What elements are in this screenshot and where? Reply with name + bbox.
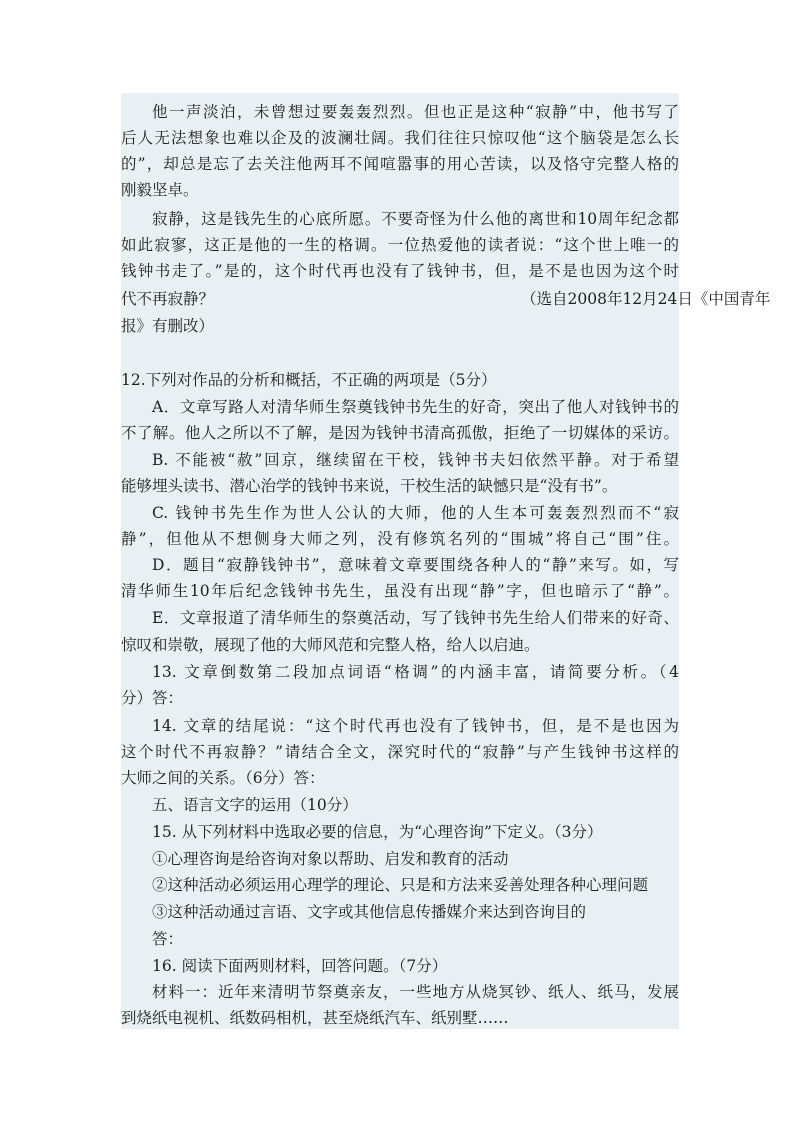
q12-option-e-line1: E．文章报道了清华师生的祭奠活动，写了钱钟书先生给人们带来的好奇、	[152, 609, 679, 627]
q15-item-3: ③这种活动通过言语、文字或其他信息传播媒介来达到咨询目的	[152, 903, 587, 921]
passage-p2-line4	[121, 286, 771, 312]
q14-line2: 这个时代不再寂静？”请结合全文，深究时代的“寂静”与产生钱钟书这样的	[121, 743, 679, 761]
section5-title: 五、语言文字的运用（10分）	[152, 796, 358, 814]
q12-option-b-line1: B. 不能被“赦”回京，继续留在干校，钱钟书夫妇依然平静。对于希望	[152, 451, 679, 469]
q12-stem: 12.下列对作品的分析和概括，不正确的两项是（5分）	[121, 371, 497, 389]
q16-material1-line1: 材料一：近年来清明节祭奠亲友，一些地方从烧冥钞、纸人、纸马，发展	[152, 983, 679, 1001]
passage-source-line2: 报》有删改）	[121, 317, 215, 335]
passage-p1-line4: 刚毅坚卓。	[121, 181, 199, 199]
q12-option-c-line2: 静”，但他从不想侧身大师之列，没有修筑名列的“围城”将自己“围”住。	[121, 530, 679, 548]
q14-line3: 大师之间的关系。（6分）答：	[121, 769, 325, 787]
q13-line1: 13. 文章倒数第二段加点词语“格调”的内涵丰富，请简要分析。（4	[152, 663, 679, 681]
q15-item-2: ②这种活动必须运用心理学的理论、只是和方法来妥善处理各种心理问题	[152, 876, 649, 894]
passage-p1-line2: 后人无法想象也难以企及的波澜壮阔。我们往往只惊叹他“这个脑袋是怎么长	[121, 129, 679, 147]
passage-p1-line3: 的”，却总是忘了去关注他两耳不闻喧嚣事的用心苦读，以及恪守完整人格的	[121, 155, 679, 173]
q15-stem: 15. 从下列材料中选取必要的信息，为“心理咨询”下定义。（3分）	[152, 823, 603, 841]
q14-line1: 14. 文章的结尾说：“这个时代再也没有了钱钟书，但，是不是也因为	[152, 717, 679, 735]
passage-p2-line2: 如此寂寥，这正是他的一生的格调。一位热爱他的读者说：“这个世上唯一的	[121, 236, 679, 254]
q12-option-c-line1: C. 钱钟书先生作为世人公认的大师，他的人生本可轰轰烈烈而不“寂	[152, 504, 679, 522]
q12-option-a-line2: 不了解。他人之所以不了解，是因为钱钟书清高孤傲，拒绝了一切媒体的采访。	[121, 424, 679, 442]
q12-option-d-line2: 清华师生10年后纪念钱钟书先生，虽没有出现“静”字，但也暗示了“静”。	[121, 582, 679, 600]
q15-answer: 答：	[152, 930, 184, 948]
passage-p2-line3: 钱钟书走了。”是的，这个时代再也没有了钱钟书，但，是不是也因为这个时	[121, 262, 679, 280]
passage-p2-line1: 寂静，这是钱先生的心底所愿。不要奇怪为什么他的离世和10周年纪念都	[152, 210, 679, 228]
passage-source: （选自2008年12月24日《中国青年	[521, 290, 771, 308]
q12-option-d-line1: D．题目“寂静钱钟书”，意味着文章要围绕各种人的“静”来写。如，写	[152, 556, 679, 574]
q12-option-b-line2: 能够埋头读书、潜心治学的钱钟书来说，干校生活的缺憾只是“没有书”。	[121, 477, 618, 495]
q16-stem: 16. 阅读下面两则材料，回答问题。（7分）	[152, 957, 448, 975]
q12-option-a-line1: A．文章写路人对清华师生祭奠钱钟书先生的好奇，突出了他人对钱钟书的	[152, 398, 679, 416]
q12-option-e-line2: 惊叹和崇敬，展现了他的大师风范和完整人格，给人以启迪。	[121, 636, 540, 654]
q13-line2: 分）答：	[121, 689, 184, 707]
passage-p2-line4-text: 代不再寂静？	[121, 290, 215, 308]
q15-item-1: ①心理咨询是给咨询对象以帮助、启发和教育的活动	[152, 850, 509, 868]
q16-material1-line2: 到烧纸电视机、纸数码相机，甚至烧纸汽车、纸别墅……	[121, 1009, 509, 1027]
passage-p1-line1: 他一声淡泊，未曾想过要轰轰烈烈。但也正是这种“寂静”中，他书写了	[152, 103, 679, 121]
